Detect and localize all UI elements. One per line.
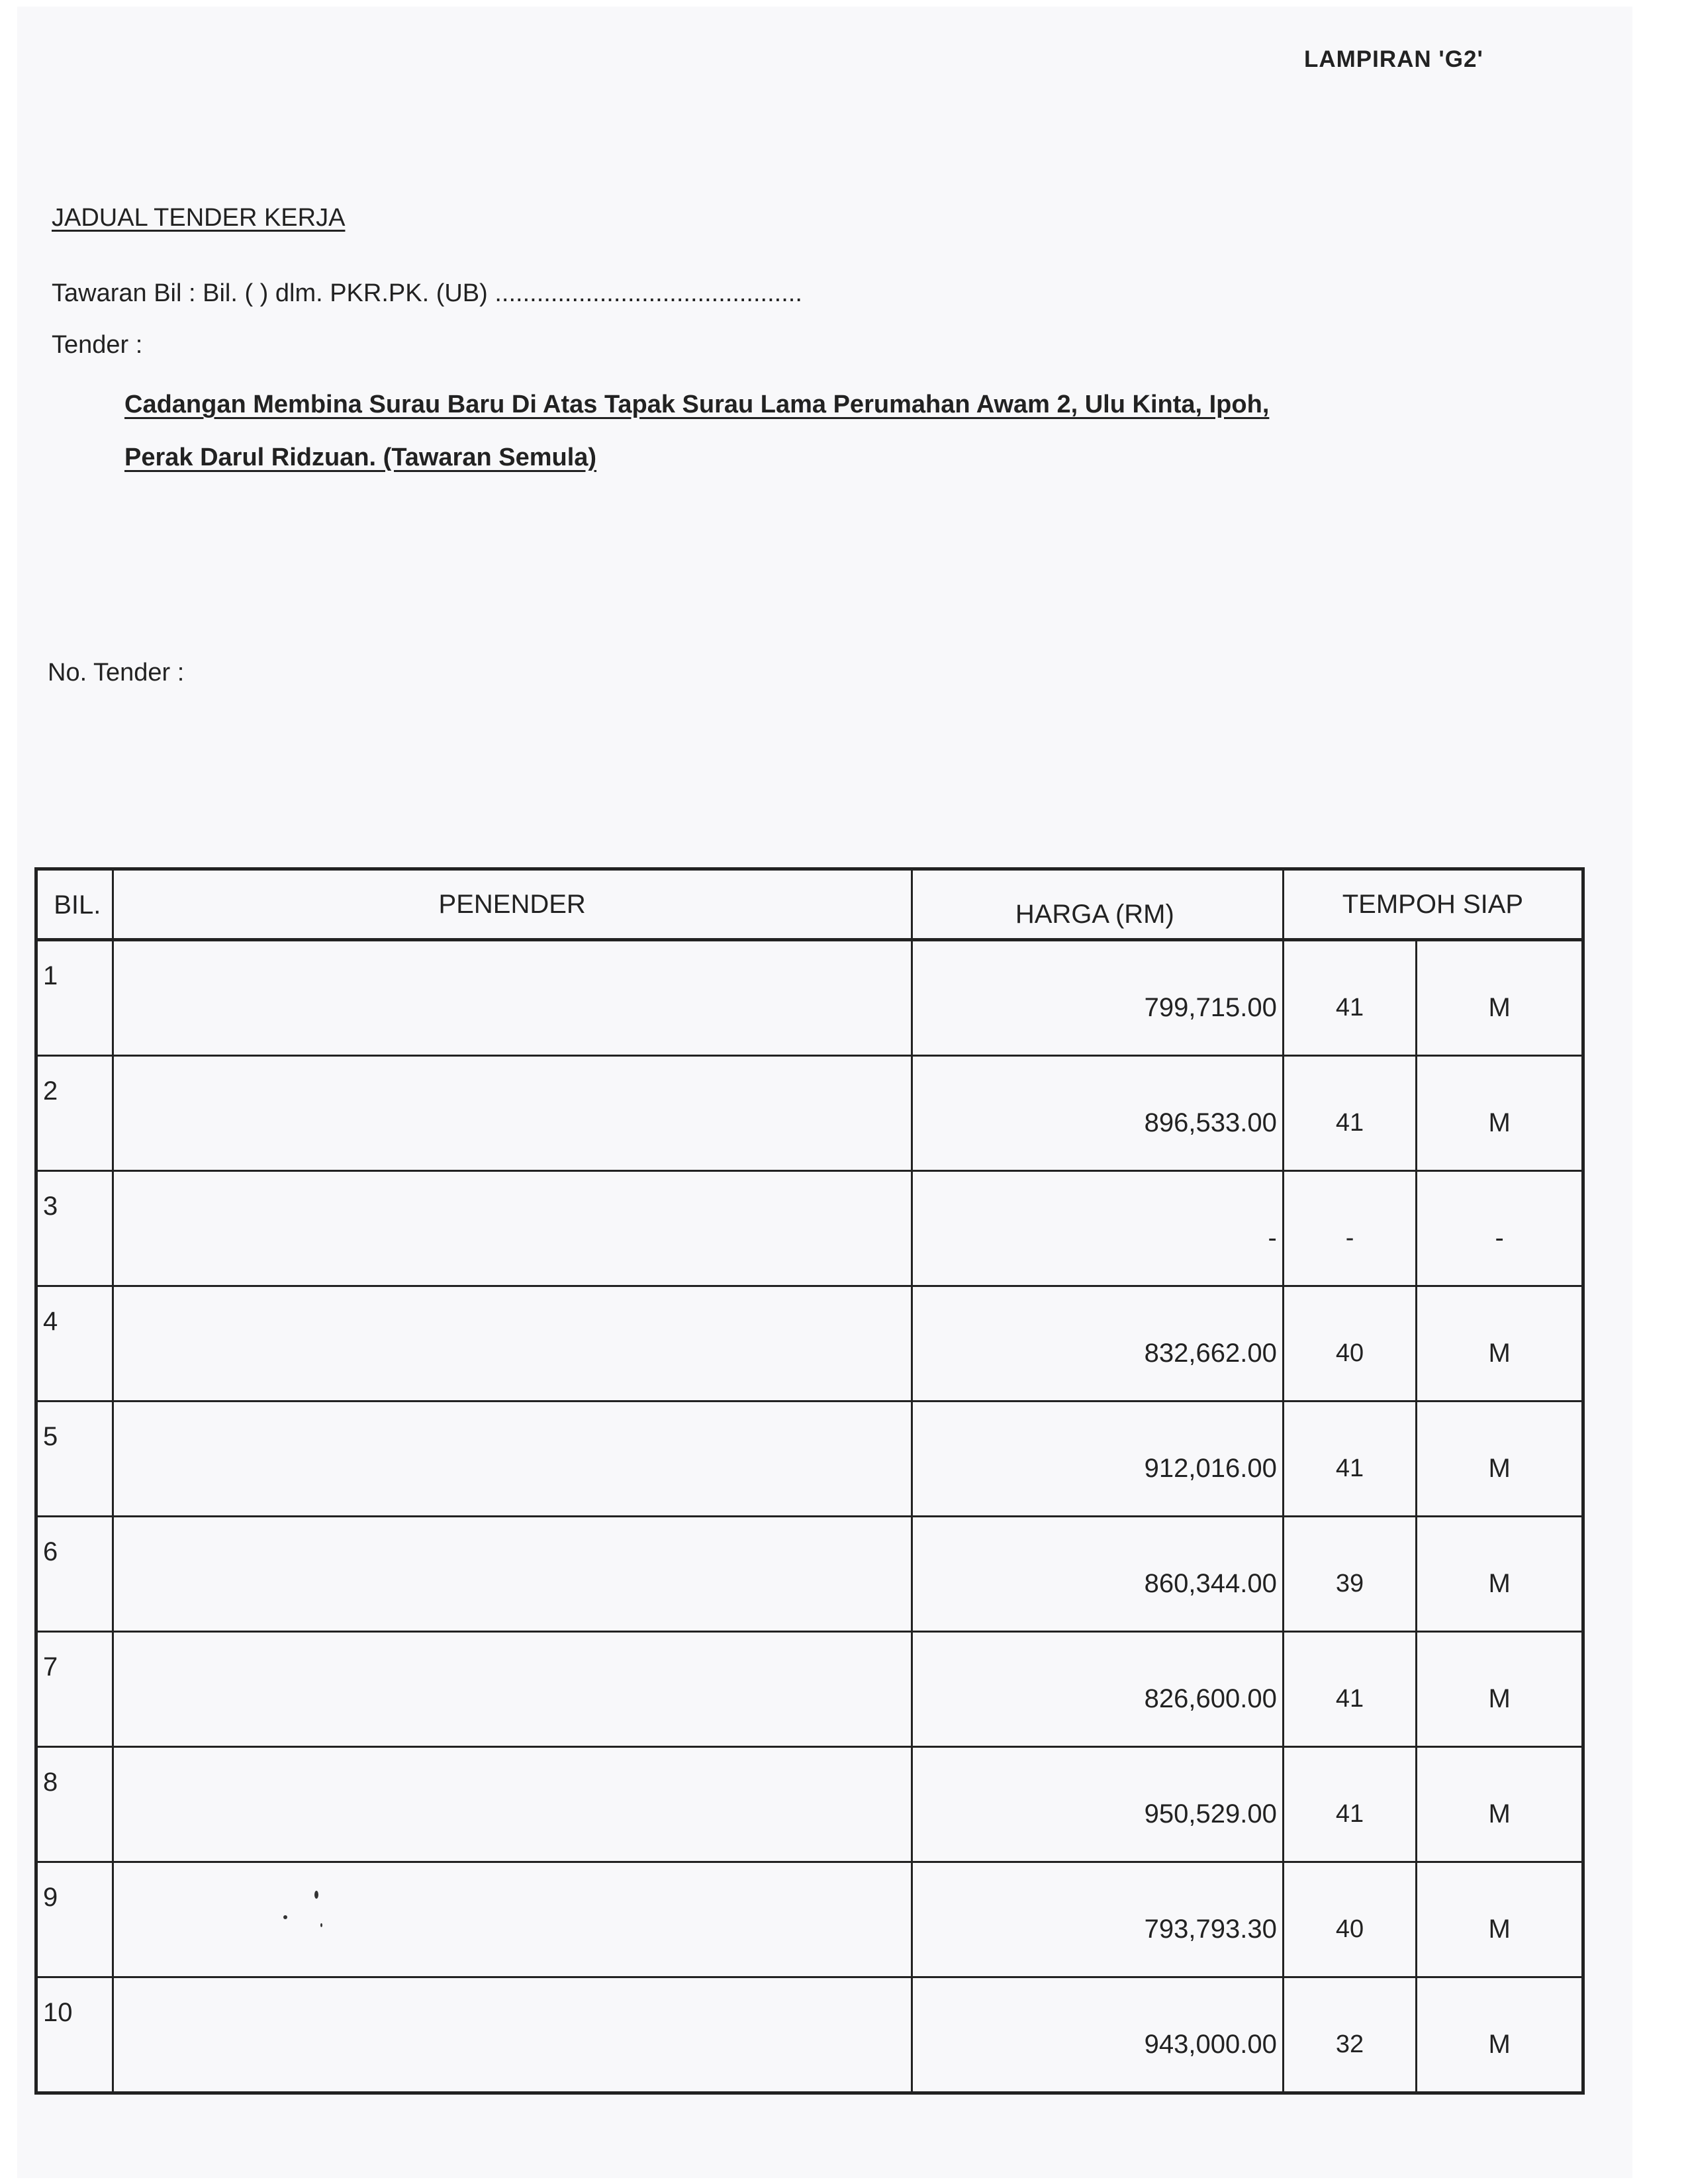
column-header-bil: BIL. bbox=[36, 869, 113, 940]
table-row bbox=[36, 1517, 1583, 1632]
row-penender-cell bbox=[113, 1401, 912, 1517]
row-tempoh-cell: 40 bbox=[1283, 1862, 1416, 1977]
row-tempoh-cell: 41 bbox=[1283, 1056, 1416, 1171]
row-bil-cell: 8 bbox=[36, 1747, 113, 1862]
tender-title-line-1: Cadangan Membina Surau Baru Di Atas Tapak Surau Lama Perumahan Awam 2, Ulu Kinta, Ipoh, bbox=[124, 391, 1270, 418]
table-row bbox=[36, 1401, 1583, 1517]
row-penender-cell bbox=[113, 1517, 912, 1632]
row-harga-cell: - bbox=[912, 1171, 1283, 1286]
row-tempoh-cell: - bbox=[1283, 1171, 1416, 1286]
row-unit-cell: M bbox=[1417, 1977, 1583, 2093]
row-tempoh-cell: 32 bbox=[1283, 1977, 1416, 2093]
row-harga-cell: 799,715.00 bbox=[912, 940, 1283, 1056]
tender-table bbox=[34, 867, 1585, 2095]
row-harga-cell: 950,529.00 bbox=[912, 1747, 1283, 1862]
table-row bbox=[36, 1977, 1583, 2093]
row-unit-cell: M bbox=[1417, 1862, 1583, 1977]
row-unit-cell: M bbox=[1417, 1401, 1583, 1517]
tender-title-line-2: Perak Darul Ridzuan. (Tawaran Semula) bbox=[124, 444, 597, 471]
row-tempoh-cell: 41 bbox=[1283, 940, 1416, 1056]
row-harga-cell: 896,533.00 bbox=[912, 1056, 1283, 1171]
row-unit-cell: M bbox=[1417, 1747, 1583, 1862]
scan-speck bbox=[320, 1923, 322, 1927]
row-penender-cell bbox=[113, 1286, 912, 1401]
row-unit-cell: - bbox=[1417, 1171, 1583, 1286]
row-bil-cell: 9 bbox=[36, 1862, 113, 1977]
row-harga-cell: 912,016.00 bbox=[912, 1401, 1283, 1517]
row-bil-cell: 10 bbox=[36, 1977, 113, 2093]
table-row bbox=[36, 940, 1583, 1056]
row-harga-cell: 860,344.00 bbox=[912, 1517, 1283, 1632]
appendix-label: LAMPIRAN 'G2' bbox=[1304, 46, 1483, 72]
row-tempoh-cell: 41 bbox=[1283, 1747, 1416, 1862]
row-unit-cell: M bbox=[1417, 1632, 1583, 1747]
row-tempoh-cell: 39 bbox=[1283, 1517, 1416, 1632]
row-bil-cell: 4 bbox=[36, 1286, 113, 1401]
column-header-tempoh: TEMPOH SIAP bbox=[1283, 869, 1583, 940]
table-row bbox=[36, 1862, 1583, 1977]
row-penender-cell bbox=[113, 1056, 912, 1171]
table-row bbox=[36, 1286, 1583, 1401]
row-bil-cell: 1 bbox=[36, 940, 113, 1056]
row-harga-cell: 832,662.00 bbox=[912, 1286, 1283, 1401]
row-unit-cell: M bbox=[1417, 1056, 1583, 1171]
row-harga-cell: 793,793.30 bbox=[912, 1862, 1283, 1977]
row-penender-cell bbox=[113, 1977, 912, 2093]
row-penender-cell bbox=[113, 1747, 912, 1862]
row-harga-cell: 826,600.00 bbox=[912, 1632, 1283, 1747]
document-heading: JADUAL TENDER KERJA bbox=[52, 204, 346, 232]
scan-speck bbox=[314, 1891, 318, 1899]
row-penender-cell bbox=[113, 1862, 912, 1977]
row-bil-cell: 5 bbox=[36, 1401, 113, 1517]
row-unit-cell: M bbox=[1417, 1286, 1583, 1401]
row-unit-cell: M bbox=[1417, 1517, 1583, 1632]
table-row bbox=[36, 1056, 1583, 1171]
table-header-row bbox=[36, 869, 1583, 940]
row-tempoh-cell: 40 bbox=[1283, 1286, 1416, 1401]
row-penender-cell bbox=[113, 1171, 912, 1286]
row-bil-cell: 2 bbox=[36, 1056, 113, 1171]
row-harga-cell: 943,000.00 bbox=[912, 1977, 1283, 2093]
row-penender-cell bbox=[113, 940, 912, 1056]
row-unit-cell: M bbox=[1417, 940, 1583, 1056]
no-tender-label: No. Tender : bbox=[48, 659, 185, 687]
row-bil-cell: 3 bbox=[36, 1171, 113, 1286]
column-header-harga: HARGA (RM) bbox=[912, 869, 1283, 940]
column-header-penender: PENENDER bbox=[113, 869, 912, 940]
table-body bbox=[36, 940, 1583, 2093]
table-row bbox=[36, 1747, 1583, 1862]
tender-label: Tender : bbox=[52, 331, 143, 359]
scan-speck bbox=[283, 1915, 287, 1919]
row-tempoh-cell: 41 bbox=[1283, 1632, 1416, 1747]
row-penender-cell bbox=[113, 1632, 912, 1747]
row-tempoh-cell: 41 bbox=[1283, 1401, 1416, 1517]
row-bil-cell: 6 bbox=[36, 1517, 113, 1632]
row-bil-cell: 7 bbox=[36, 1632, 113, 1747]
table-row bbox=[36, 1632, 1583, 1747]
tawaran-line: Tawaran Bil : Bil. ( ) dlm. PKR.PK. (UB) ............................................ bbox=[52, 279, 802, 307]
table-row bbox=[36, 1171, 1583, 1286]
